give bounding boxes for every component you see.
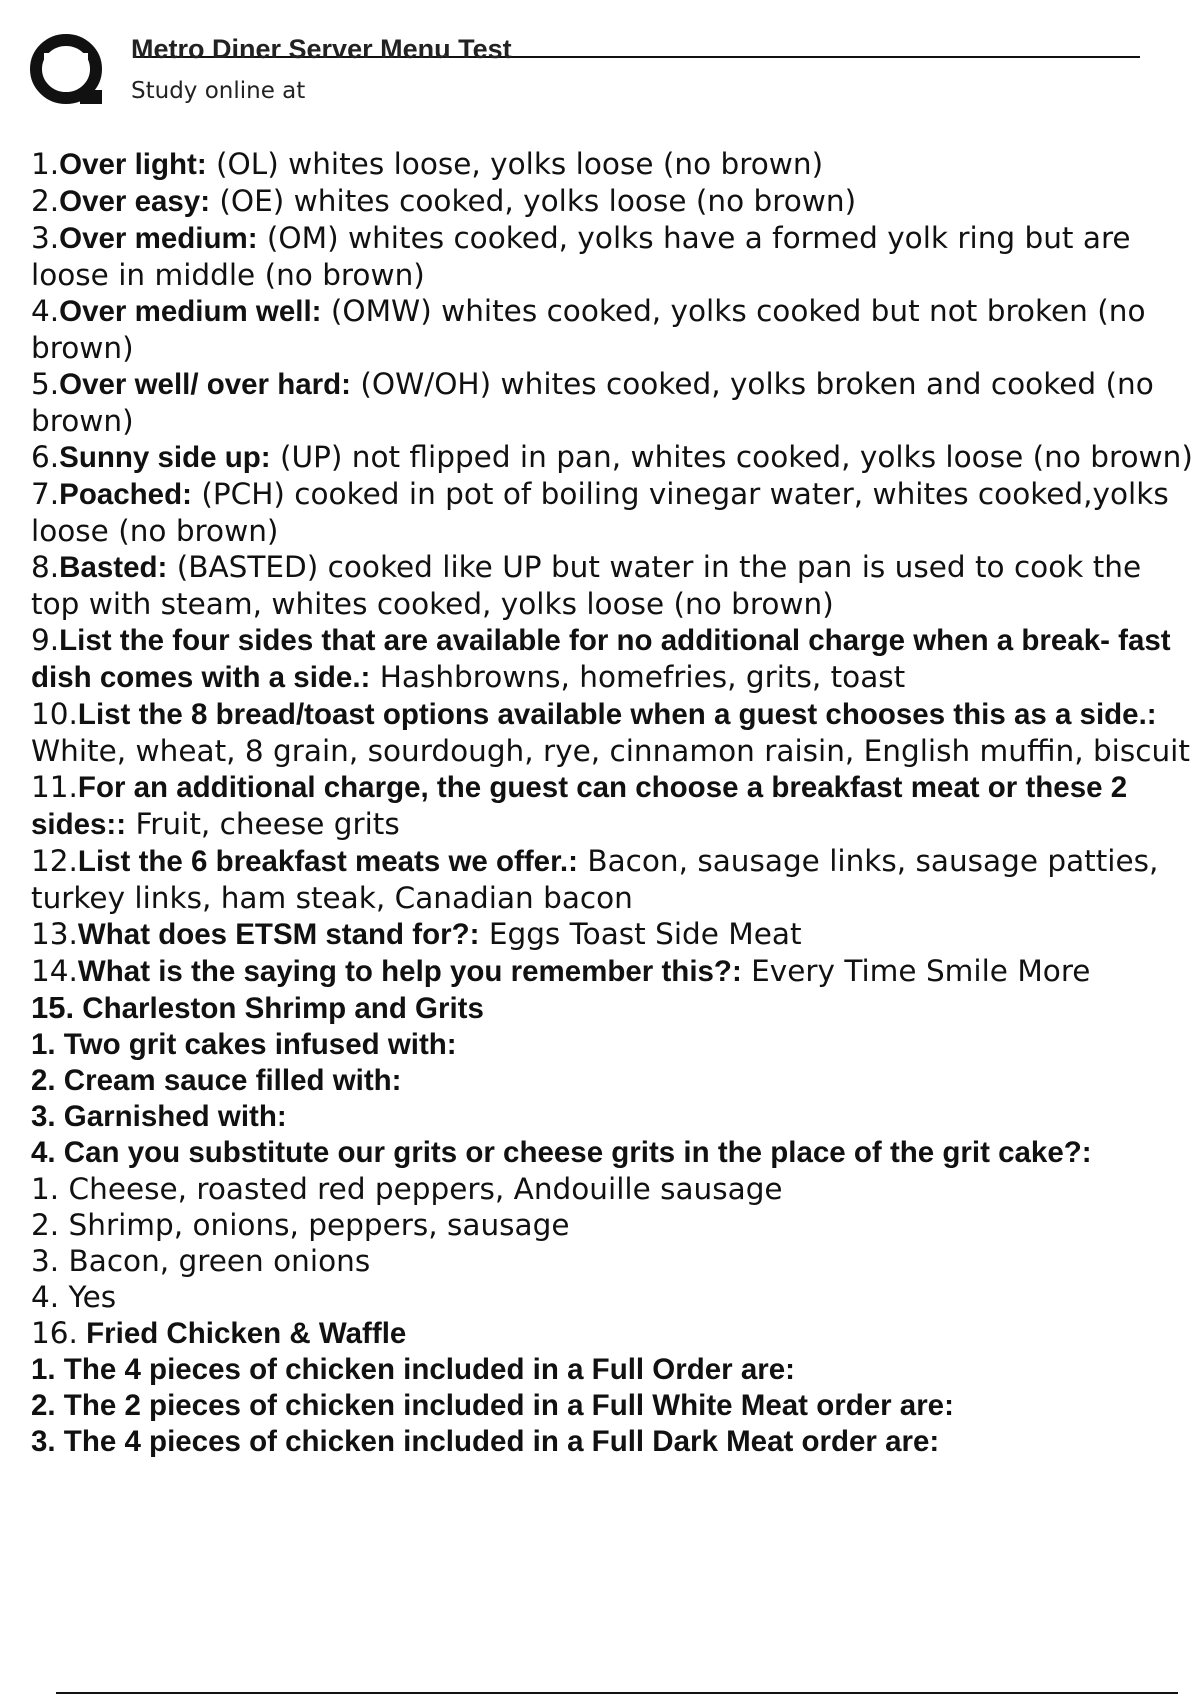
sub-question: 3. Garnished with: xyxy=(31,1100,287,1133)
item-number: 6. xyxy=(31,440,60,474)
item-term: List the 6 breakfast meats we offer.: xyxy=(77,845,578,878)
item-answer: (OL) whites loose, yolks loose (no brown) xyxy=(206,147,824,181)
test-content xyxy=(31,146,1193,1460)
sub-question: 2. The 2 pieces of chicken included in a Full White Meat order are: xyxy=(31,1389,954,1422)
question-item xyxy=(31,953,1193,990)
study-online-text: Study online at xyxy=(131,78,306,104)
item-term: Sunny side up: xyxy=(59,441,271,474)
sub-question: 2. Cream sauce filled with: xyxy=(31,1064,402,1097)
item-number: 12. xyxy=(31,844,78,878)
item-answer: White, wheat, 8 grain, sourdough, rye, cinnamon raisin, English muffin, biscuit xyxy=(31,734,1190,768)
sub-answer: 1. Cheese, roasted red peppers, Andouille sausage xyxy=(31,1172,783,1206)
item-title: Charleston Shrimp and Grits xyxy=(74,992,484,1025)
logo-icon xyxy=(30,32,112,112)
question-item xyxy=(31,439,1193,476)
item-number: 14. xyxy=(31,954,78,988)
item-answer: Fruit, cheese grits xyxy=(126,807,400,841)
sub-question: 4. Can you substitute our grits or cheese grits in the place of the grit cake?: xyxy=(31,1136,1092,1169)
item-answer: (OM) whites cooked, yolks have a formed yolk ring but are loose in middle (no brown) xyxy=(31,221,1131,292)
item-number: 8. xyxy=(31,550,60,584)
question-item xyxy=(31,622,1193,696)
item-number: 7. xyxy=(31,477,60,511)
item-number: 16. xyxy=(31,1316,78,1350)
question-item xyxy=(31,769,1193,843)
question-item xyxy=(31,220,1193,293)
item-answer: (UP) not flipped in pan, whites cooked, yolks loose (no brown) xyxy=(270,440,1193,474)
question-item xyxy=(31,696,1193,769)
question-item xyxy=(31,549,1193,622)
question-list xyxy=(31,146,1193,990)
item-term: Over well/ over hard: xyxy=(59,368,351,401)
item-number: 10. xyxy=(31,697,78,731)
item-answer: (OE) whites cooked, yolks loose (no brown) xyxy=(210,184,857,218)
item-number: 2. xyxy=(31,184,60,218)
item-15-questions xyxy=(31,1027,1193,1171)
page-header xyxy=(30,28,1140,118)
item-term: What is the saying to help you remember this?: xyxy=(77,955,742,988)
sub-answer: 3. Bacon, green onions xyxy=(31,1244,371,1278)
item-term: List the four sides that are available for no additional charge when a break- fast dish comes with a side.: xyxy=(31,624,1171,694)
item-15-answers xyxy=(31,1171,1193,1315)
item-answer: Bacon, sausage links, sausage patties, turkey links, ham steak, Canadian bacon xyxy=(31,844,1159,915)
question-item xyxy=(31,916,1193,953)
item-answer: Every Time Smile More xyxy=(741,954,1091,988)
sub-question: 1. Two grit cakes infused with: xyxy=(31,1028,457,1061)
item-title: Fried Chicken & Waffle xyxy=(77,1317,407,1350)
item-answer: (OW/OH) whites cooked, yolks broken and cooked (no brown) xyxy=(31,367,1154,438)
item-number: 5. xyxy=(31,367,60,401)
item-16-questions xyxy=(31,1352,1193,1460)
sub-answer: 4. Yes xyxy=(31,1280,117,1314)
item-term: Over easy: xyxy=(59,185,211,218)
item-term: Over medium well: xyxy=(59,295,322,328)
item-answer: (BASTED) cooked like UP but water in the pan is used to cook the top with steam, whites cooked, yolks loose (no brown) xyxy=(31,550,1142,621)
item-term: Over medium: xyxy=(59,222,258,255)
question-item xyxy=(31,366,1193,439)
item-term: Over light: xyxy=(59,148,207,181)
item-number: 4. xyxy=(31,294,60,328)
item-number: 3. xyxy=(31,221,60,255)
item-number: 13. xyxy=(31,917,78,951)
question-item xyxy=(31,183,1193,220)
question-item-15 xyxy=(31,990,1193,1027)
question-item xyxy=(31,476,1193,549)
footer-rule xyxy=(56,1692,1178,1694)
question-item xyxy=(31,146,1193,183)
item-term: For an additional charge, the guest can choose a breakfast meat or these 2 sides:: xyxy=(31,771,1128,841)
item-term: Basted: xyxy=(59,551,168,584)
sub-answer: 2. Shrimp, onions, peppers, sausage xyxy=(31,1208,570,1242)
item-answer: Eggs Toast Side Meat xyxy=(479,917,802,951)
document-title: Metro Diner Server Menu Test xyxy=(131,34,512,64)
sub-question: 1. The 4 pieces of chicken included in a Full Order are: xyxy=(31,1353,795,1386)
item-answer: (OMW) whites cooked, yolks cooked but not broken (no brown) xyxy=(31,294,1146,365)
item-term: List the 8 bread/toast options available when a guest chooses this as a side.: xyxy=(77,698,1157,731)
item-number: 11. xyxy=(31,770,78,804)
item-number: 1. xyxy=(31,147,60,181)
item-number: 9. xyxy=(31,623,60,657)
item-term: Poached: xyxy=(59,478,192,511)
item-answer: (PCH) cooked in pot of boiling vinegar water, whites cooked,yolks loose (no brown) xyxy=(31,477,1169,548)
sub-question: 3. The 4 pieces of chicken included in a Full Dark Meat order are: xyxy=(31,1425,940,1458)
question-item xyxy=(31,293,1193,366)
question-item-16 xyxy=(31,1315,1193,1352)
question-item xyxy=(31,843,1193,916)
item-term: What does ETSM stand for?: xyxy=(77,918,480,951)
item-answer: Hashbrowns, homefries, grits, toast xyxy=(370,660,906,694)
item-number: 15. xyxy=(31,990,75,1025)
